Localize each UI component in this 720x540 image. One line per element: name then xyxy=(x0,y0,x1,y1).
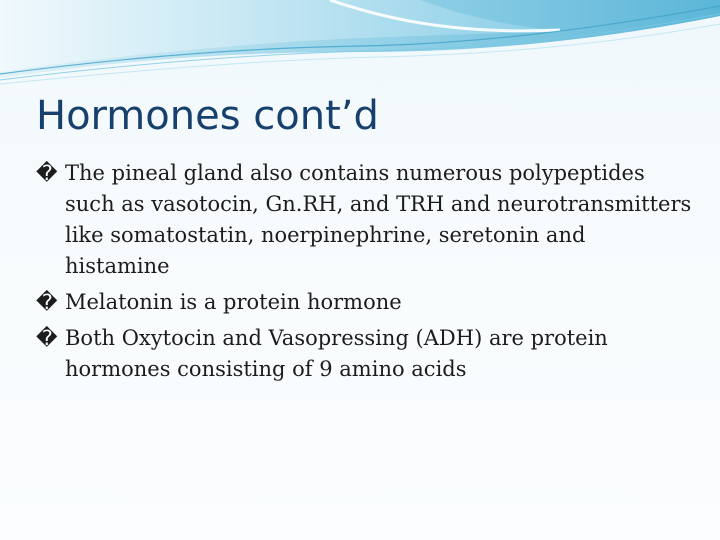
bullet-marker-icon: � xyxy=(36,290,58,314)
slide-title: Hormones cont’d xyxy=(36,93,379,139)
bullet-item xyxy=(36,287,696,318)
bullet-text: The pineal gland also contains numerous polypeptides such as vasotocin, Gn.RH, and TRH and neurotransmitters like somatostatin, noerpinephrine, seretonin and histamine xyxy=(65,161,692,278)
bullet-marker-icon: � xyxy=(36,326,58,350)
bullet-text: Both Oxytocin and Vasopressing (ADH) are protein hormones consisting of 9 amino acids xyxy=(65,326,608,381)
header-wave-decoration xyxy=(0,0,720,90)
bullet-marker-icon: � xyxy=(36,161,58,185)
bullet-text: Melatonin is a protein hormone xyxy=(65,290,402,314)
bullet-item xyxy=(36,323,696,385)
bullet-list xyxy=(36,158,696,390)
bullet-item xyxy=(36,158,696,282)
